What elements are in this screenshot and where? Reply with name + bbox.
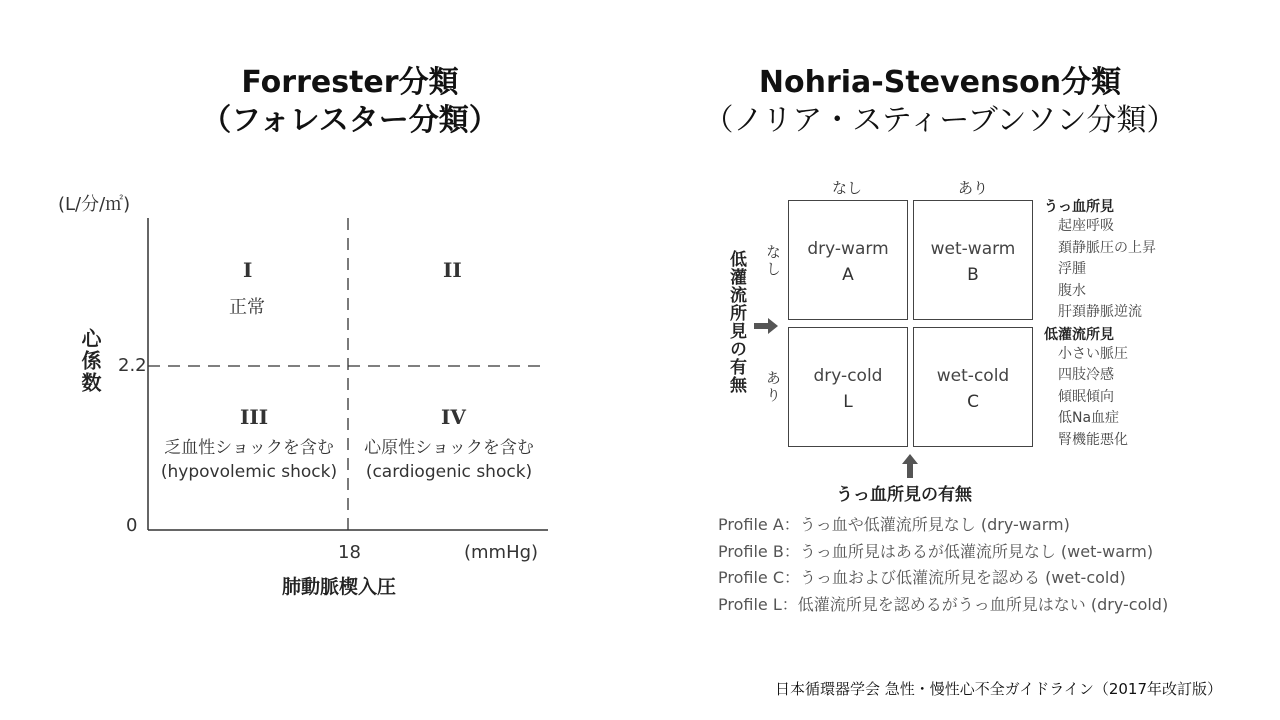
quadrant-iii-label-ja: 乏血性ショックを含む bbox=[164, 438, 334, 458]
col-header-none: なし bbox=[832, 179, 863, 197]
x-axis-label: 肺動脈楔入圧 bbox=[282, 576, 397, 598]
congestion-findings-heading: うっ血所見 bbox=[1044, 199, 1114, 215]
profile-c: Profile C：うっ血および低灌流所見を認める (wet-cold) bbox=[718, 568, 1126, 587]
cell-dry-warm-name: dry-warm bbox=[807, 239, 889, 259]
arrow-up-icon bbox=[902, 454, 918, 478]
hypoperfusion-findings-heading: 低灌流所見 bbox=[1044, 326, 1114, 343]
quadrant-iii-label-en: (hypovolemic shock) bbox=[160, 462, 338, 482]
quadrant-i-numeral: I bbox=[243, 258, 253, 282]
hypoperfusion-finding: 小さい脈圧 bbox=[1058, 345, 1128, 362]
y-tick-0: 0 bbox=[126, 515, 138, 536]
congestion-finding: 頚静脈圧の上昇 bbox=[1058, 239, 1156, 256]
quadrant-iv-label-en: (cardiogenic shock) bbox=[365, 462, 533, 482]
quadrant-iv-numeral: IV bbox=[441, 405, 466, 429]
cell-wet-warm-name: wet-warm bbox=[930, 239, 1016, 259]
cell-dry-warm-code: A bbox=[842, 265, 854, 285]
congestion-finding: 起座呼吸 bbox=[1058, 218, 1114, 234]
quadrant-iii-numeral: III bbox=[240, 405, 269, 429]
x-axis-unit: (mmHg) bbox=[464, 542, 539, 563]
source-citation: 日本循環器学会 急性・慢性心不全ガイドライン（2017年改訂版） bbox=[774, 680, 1222, 698]
cell-wet-cold bbox=[913, 327, 1033, 447]
row-header-present: あり bbox=[764, 370, 782, 404]
cell-wet-warm bbox=[913, 200, 1033, 320]
nohria-title-line1: Nohria-Stevenson分類 bbox=[758, 65, 1122, 100]
cell-dry-warm bbox=[788, 200, 908, 320]
profile-list bbox=[718, 512, 1168, 618]
quadrant-iv-label-ja: 心原性ショックを含む bbox=[364, 438, 534, 458]
hypoperfusion-axis-label: 低灌流所見の有無 bbox=[726, 250, 746, 394]
congestion-axis-label: うっ血所見の有無 bbox=[836, 485, 972, 505]
cell-dry-cold bbox=[788, 327, 908, 447]
hypoperfusion-finding: 腎機能悪化 bbox=[1058, 431, 1128, 448]
quadrant-i-label: 正常 bbox=[229, 297, 265, 318]
congestion-finding: 腹水 bbox=[1058, 282, 1086, 299]
cell-dry-cold-code: L bbox=[843, 392, 853, 412]
cell-wet-cold-name: wet-cold bbox=[936, 366, 1010, 386]
forrester-title-line1: Forrester分類 bbox=[241, 65, 459, 100]
row-header-none: なし bbox=[764, 244, 782, 278]
profile-b: Profile B：うっ血所見はあるが低灌流所見なし (wet-warm) bbox=[718, 541, 1154, 561]
hypoperfusion-finding: 四肢冷感 bbox=[1058, 367, 1114, 383]
profile-l: Profile L：低灌流所見を認めるがうっ血所見はない (dry-cold) bbox=[718, 594, 1169, 614]
cell-wet-warm-code: B bbox=[967, 265, 979, 285]
hypoperfusion-finding: 低Na血症 bbox=[1058, 410, 1120, 426]
y-tick-2-2: 2.2 bbox=[118, 355, 147, 376]
y-axis-label: 心係数 bbox=[78, 328, 102, 394]
nohria-title-line2: （ノリア・スティーブンソン分類） bbox=[703, 103, 1177, 138]
cell-wet-cold-code: C bbox=[967, 392, 979, 412]
findings-list bbox=[1044, 196, 1244, 451]
x-tick-18: 18 bbox=[338, 542, 361, 563]
profile-a: Profile A：うっ血や低灌流所見なし (dry-warm) bbox=[718, 515, 1070, 534]
quadrant-ii-numeral: II bbox=[443, 258, 462, 282]
y-axis-unit: (L/分/㎡) bbox=[58, 194, 131, 215]
nohria-title bbox=[660, 64, 1220, 140]
congestion-finding: 浮腫 bbox=[1058, 261, 1086, 277]
arrow-right-icon bbox=[754, 318, 780, 334]
forrester-title-line2: （フォレスター分類） bbox=[201, 103, 499, 138]
congestion-finding: 肝頚静脈逆流 bbox=[1058, 304, 1142, 320]
quadrant-iii-label bbox=[150, 436, 348, 484]
hypoperfusion-finding: 傾眠傾向 bbox=[1058, 388, 1114, 405]
cell-dry-cold-name: dry-cold bbox=[813, 366, 883, 386]
col-header-present: あり bbox=[958, 179, 989, 197]
quadrant-iv-label bbox=[350, 436, 548, 484]
